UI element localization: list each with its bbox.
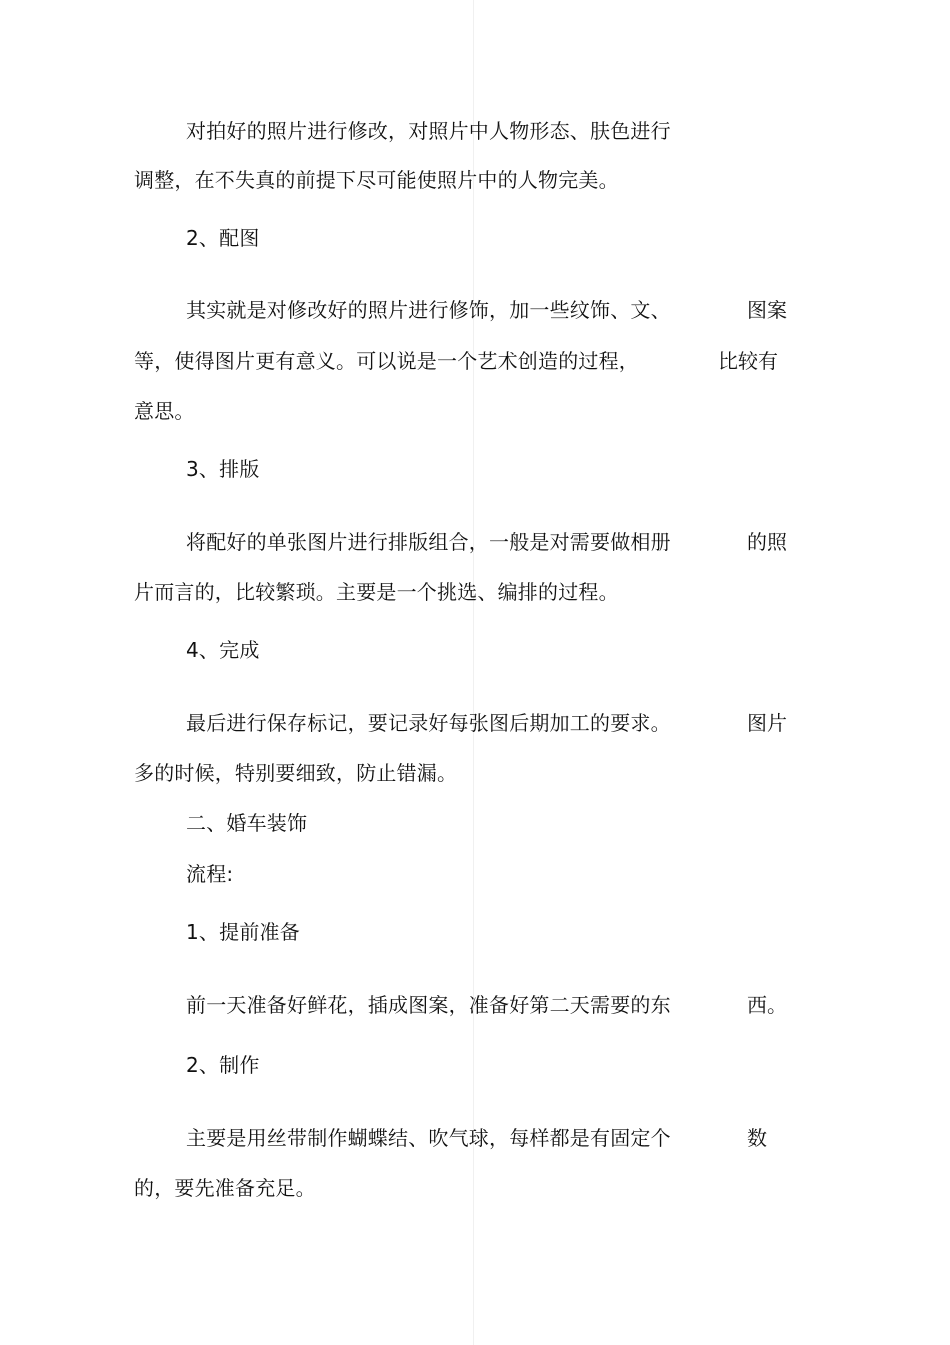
paragraph-line: 调整，在不失真的前提下尽可能使照片中的人物完美。 xyxy=(134,168,619,192)
chapter-heading: 二、婚车装饰 xyxy=(186,811,308,835)
section-heading: 1、提前准备 xyxy=(186,920,300,944)
paragraph-line-tail: 西。 xyxy=(747,993,787,1017)
paragraph-line: 将配好的单张图片进行排版组合，一般是对需要做相册 xyxy=(186,530,671,554)
paragraph-line-tail: 比较有 xyxy=(718,349,778,373)
paragraph-line-tail: 的照 xyxy=(747,530,787,554)
paragraph-line-tail: 图案 xyxy=(747,298,787,322)
section-heading: 2、制作 xyxy=(186,1053,260,1077)
paragraph-line: 片而言的，比较繁琐。主要是一个挑选、编排的过程。 xyxy=(134,580,619,604)
section-heading: 2、配图 xyxy=(186,226,260,250)
paragraph-line: 的，要先准备充足。 xyxy=(134,1176,316,1200)
paragraph-line: 前一天准备好鲜花，插成图案，准备好第二天需要的东 xyxy=(186,993,671,1017)
section-heading: 4、完成 xyxy=(186,638,260,662)
paragraph-line: 等，使得图片更有意义。可以说是一个艺术创造的过程， xyxy=(134,349,639,373)
paragraph-line: 主要是用丝带制作蝴蝶结、吹气球，每样都是有固定个 xyxy=(186,1126,671,1150)
paragraph-line-tail: 图片 xyxy=(747,711,787,735)
paragraph-line: 最后进行保存标记，要记录好每张图后期加工的要求。 xyxy=(186,711,671,735)
paragraph-line: 意思。 xyxy=(134,399,195,423)
paragraph-line: 其实就是对修改好的照片进行修饰，加一些纹饰、文、 xyxy=(186,298,671,322)
paragraph-line: 多的时候，特别要细致，防止错漏。 xyxy=(134,761,458,785)
section-label: 流程: xyxy=(186,862,234,886)
paragraph-line: 对拍好的照片进行修改，对照片中人物形态、肤色进行 xyxy=(186,119,671,143)
paragraph-line-tail: 数 xyxy=(747,1126,767,1150)
section-heading: 3、排版 xyxy=(186,457,260,481)
